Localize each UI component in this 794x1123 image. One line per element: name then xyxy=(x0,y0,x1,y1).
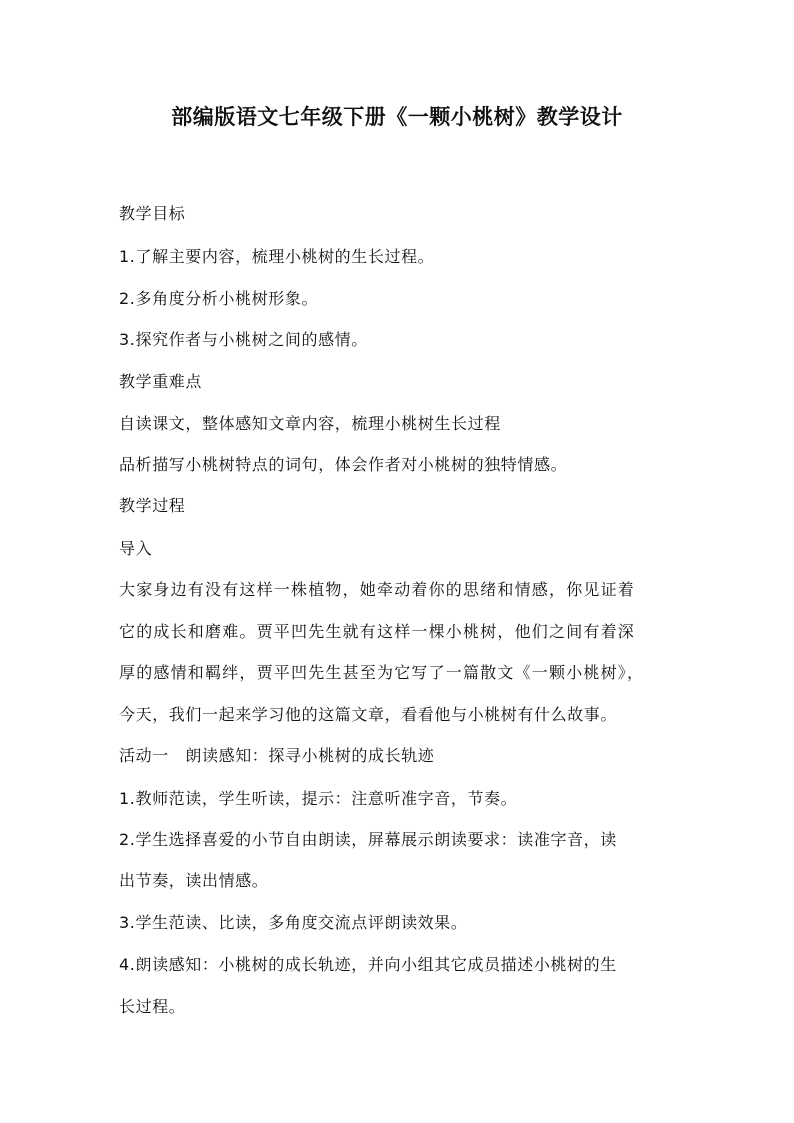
activity-step-4-line-2: 长过程。 xyxy=(119,997,186,1016)
key-point-2: 品析描写小桃树特点的词句，体会作者对小桃树的独特情感。 xyxy=(119,455,568,474)
heading-teaching-process: 教学过程 xyxy=(119,496,186,515)
intro-paragraph-line-2: 它的成长和磨难。贾平凹先生就有这样一棵小桃树，他们之间有着深 xyxy=(119,622,636,641)
goal-item-3: 3.探究作者与小桃树之间的感情。 xyxy=(119,330,368,349)
heading-introduction: 导入 xyxy=(119,539,153,558)
activity-step-2-line-1: 2.学生选择喜爱的小节自由朗读，屏幕展示朗读要求：读准字音，读 xyxy=(119,830,617,849)
activity-step-2-line-2: 出节奏，读出情感。 xyxy=(119,871,269,890)
heading-key-points: 教学重难点 xyxy=(119,372,203,391)
heading-activity-one: 活动一 朗读感知：探寻小桃树的成长轨迹 xyxy=(119,746,435,765)
activity-step-3: 3.学生范读、比读，多角度交流点评朗读效果。 xyxy=(119,913,468,932)
intro-paragraph-line-1: 大家身边有没有这样一株植物，她牵动着你的思绪和情感，你见证着 xyxy=(119,580,636,599)
activity-step-4-line-1: 4.朗读感知：小桃树的成长轨迹，并向小组其它成员描述小桃树的生 xyxy=(119,955,617,974)
goal-item-1: 1.了解主要内容，梳理小桃树的生长过程。 xyxy=(119,247,435,266)
heading-teaching-goals: 教学目标 xyxy=(119,204,186,223)
intro-paragraph-line-3: 厚的感情和羁绊，贾平凹先生甚至为它写了一篇散文《一颗小桃树》， xyxy=(119,663,645,682)
intro-paragraph-line-4: 今天，我们一起来学习他的这篇文章，看看他与小桃树有什么故事。 xyxy=(119,705,618,724)
goal-item-2: 2.多角度分析小桃树形象。 xyxy=(119,289,319,308)
key-point-1: 自读课文，整体感知文章内容，梳理小桃树生长过程 xyxy=(119,414,501,433)
document-title: 部编版语文七年级下册《一颗小桃树》教学设计 xyxy=(171,105,623,129)
activity-step-1: 1.教师范读，学生听读，提示：注意听准字音，节奏。 xyxy=(119,789,518,808)
